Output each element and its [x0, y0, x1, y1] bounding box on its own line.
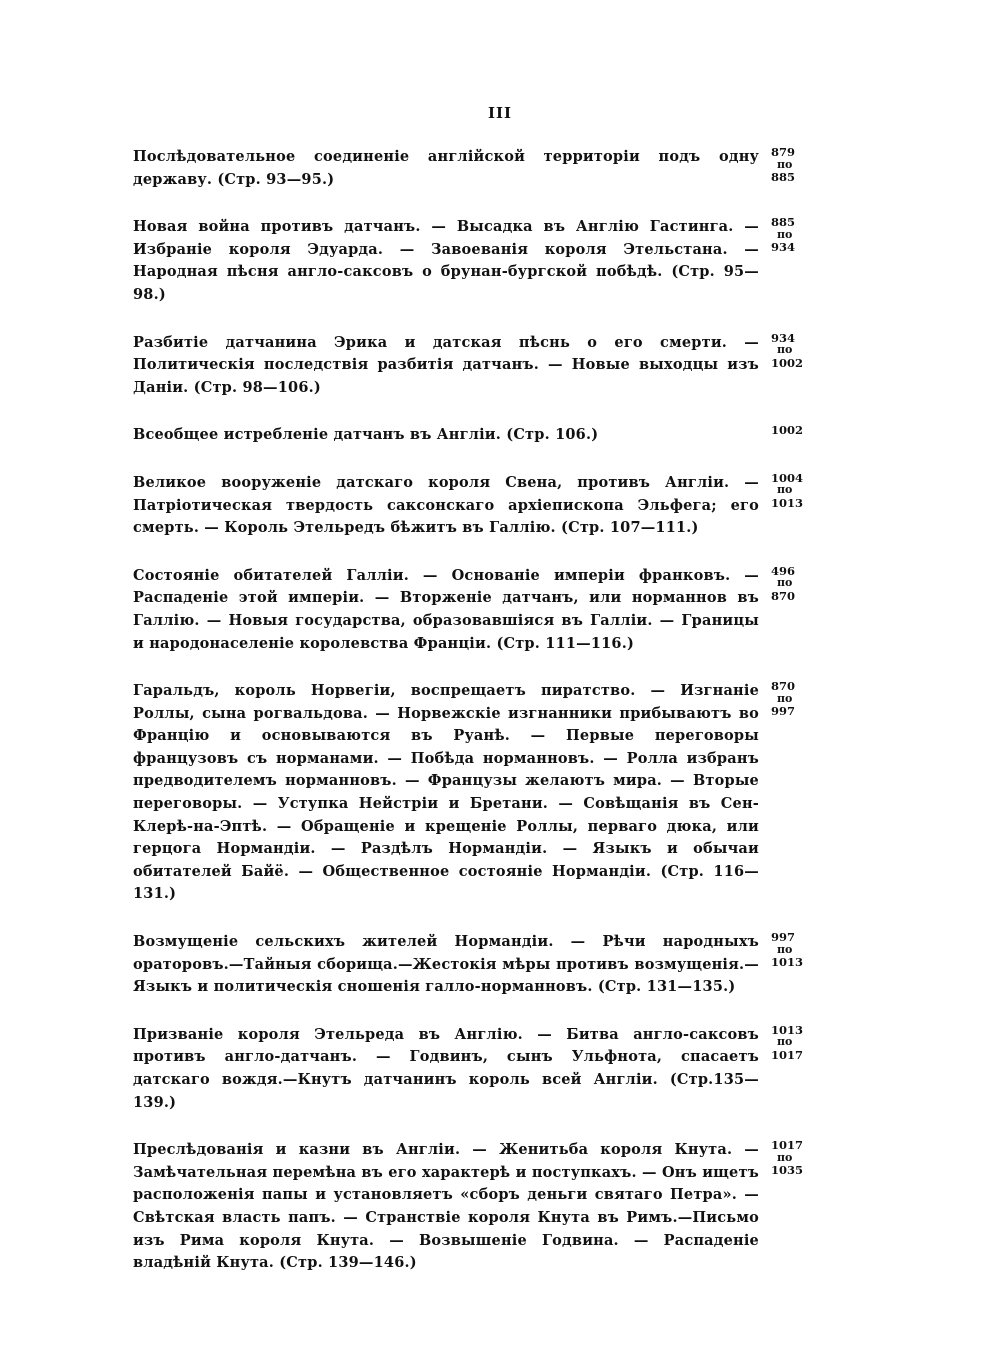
entry-text: Возмущеніе сельскихъ жителей Нормандіи. — Рѣчи народныхъ ораторовъ.—Тайныя сборища.—Жестокія мѣры противъ возмущенія.— Языкъ и политическія сношенія галло-норманновъ. (Стр. 131—135.) [133, 933, 759, 996]
page-number: III [487, 104, 513, 122]
entry-text: Преслѣдованія и казни въ Англіи. — Женитьба короля Кнута. — Замѣчательная перемѣна въ его характерѣ и поступкахъ. — Онъ ищетъ расположенія папы и установляетъ «сборъ деньги святаго Петра». — Свѣтская власть папъ. — Странствіе короля Кнута въ Римъ.—Письмо изъ Рима короля Кнута. — Возвышеніе Годвина. — Распаденіе владѣній Кнута. (Стр. 139—146.) [133, 1141, 759, 1272]
year-from: 879 [771, 145, 796, 159]
year-connector: по [777, 942, 793, 956]
year-to: 1013 [771, 955, 804, 970]
year-to: 997 [771, 704, 796, 719]
contents-entry [133, 565, 823, 655]
year-from: 1002 [771, 423, 804, 438]
entry-text: Послѣдовательное соединеніе англійской территоріи подъ одну державу. (Стр. 93—95.) [133, 148, 759, 188]
contents-entry [133, 146, 823, 191]
entry-text: Состояніе обитателей Галліи. — Основаніе имперіи франковъ. — Распаденіе этой имперіи. — Вторженіе датчанъ, или норманнов въ Галлію. — Новыя государства, образовавшіяся въ Галліи. — Границы и народонаселеніе королевства Франціи. (Стр. 111—116.) [133, 566, 759, 652]
entry-text: Разбитіе датчанина Эрика и датская пѣснь о его смерти. — Политическія последствія разбитія датчанъ. — Новые выходцы изъ Даніи. (Стр. 98—106.) [133, 333, 759, 396]
contents-entry [133, 931, 823, 999]
year-to: 1002 [771, 355, 804, 370]
year-from: 997 [771, 930, 796, 945]
year-connector: по [777, 343, 793, 357]
contents-entry [133, 332, 823, 400]
year-from: 496 [771, 563, 796, 578]
year-to: 885 [771, 170, 796, 184]
year-from: 1017 [771, 1138, 804, 1153]
entry-years [771, 1139, 821, 1177]
year-to: 1035 [771, 1163, 804, 1178]
entry-years [771, 565, 821, 603]
entry-years [771, 332, 821, 370]
entry-years [771, 424, 821, 437]
entry-years [771, 680, 821, 718]
year-connector: по [777, 691, 793, 705]
year-connector: по [777, 1035, 793, 1049]
year-connector: по [777, 576, 793, 590]
entry-text: Великое вооруженіе датскаго короля Свена, противъ Англіи. — Патріотическая твердость саксонскаго архіепископа Эльфега; его смерть. — Король Этельредъ бѣжитъ въ Галлію. (Стр. 107—111.) [133, 473, 759, 537]
year-connector: по [777, 1150, 793, 1164]
year-from: 885 [771, 215, 796, 230]
contents-entry [133, 472, 823, 540]
entry-years [771, 1024, 821, 1062]
contents-entry [133, 216, 823, 306]
contents-list [133, 146, 823, 1300]
entry-years [771, 216, 821, 254]
year-from: 934 [771, 330, 796, 345]
contents-entry [133, 424, 823, 447]
year-connector: по [777, 483, 793, 497]
entry-text: Гаральдъ, король Норвегіи, воспрещаетъ пиратство. — Изгнаніе Роллы, сына рогвальдова. — Норвежскіе изгнанники прибываютъ во Францію и основываются въ Руанѣ. — Первые переговоры французовъ съ норманами. — Побѣда норманновъ. — Ролла избранъ предводителемъ норманновъ. — Французы желаютъ мира. — Вторые переговоры. — Уступка Нейстріи и Бретани. — Совѣщанія въ Сен-Клерѣ-на-Эптѣ. — Обращеніе и крещеніе Роллы, перваго дюка, или герцога Нормандіи. — Раздѣлъ Нормандіи. — Языкъ и обычаи обитателей Байё. — Общественное состояніе Нормандіи. (Стр. 116—131.) [133, 682, 759, 903]
year-connector: по [777, 227, 793, 241]
entry-years [771, 472, 821, 510]
year-to: 934 [771, 240, 796, 255]
year-connector: по [777, 157, 793, 171]
year-to: 1017 [771, 1047, 804, 1062]
year-to: 1013 [771, 495, 804, 510]
entry-text: Призваніе короля Этельреда въ Англію. — Битва англо-саксовъ противъ англо-датчанъ. — Годвинъ, сынъ Ульфнота, спасаетъ датскаго вождя.—Кнутъ датчанинъ король всей Англіи. (Стр.135—139.) [133, 1025, 759, 1111]
year-from: 1013 [771, 1022, 804, 1037]
year-from: 1004 [771, 470, 804, 485]
entry-years [771, 931, 821, 969]
contents-entry [133, 680, 823, 906]
contents-entry [133, 1139, 823, 1275]
year-from: 870 [771, 679, 796, 694]
contents-entry [133, 1024, 823, 1114]
entry-years [771, 146, 821, 184]
entry-text: Новая война противъ датчанъ. — Высадка въ Англію Гастинга. — Избраніе короля Эдуарда. — Завоеванія короля Этельстана. — Народная пѣсня англо-саксовъ о брунан-бургской побѣдѣ. (Стр. 95—98.) [133, 218, 759, 303]
entry-text: Всеобщее истребленіе датчанъ въ Англіи. (Стр. 106.) [133, 426, 599, 444]
year-to: 870 [771, 588, 796, 603]
